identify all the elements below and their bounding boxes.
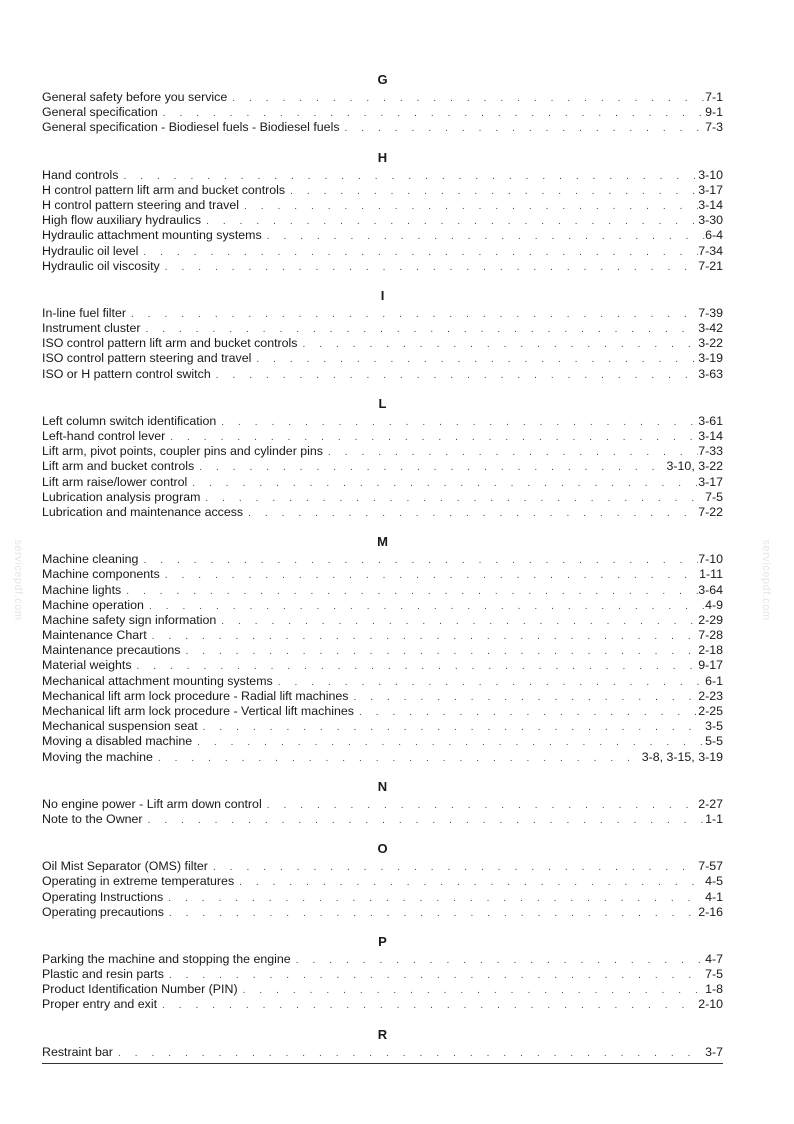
index-section: [42, 534, 723, 765]
section-letter: I: [380, 287, 385, 303]
index-section: [42, 779, 723, 827]
entry-page: 4-1: [705, 889, 723, 904]
watermark-right: servicepdf.com: [760, 539, 772, 621]
index-entry[interactable]: [42, 490, 723, 505]
dot-leader: [121, 584, 698, 599]
section-letter: G: [377, 72, 388, 87]
index-entry[interactable]: [42, 567, 723, 582]
entry-title: Lubrication analysis program: [42, 489, 201, 504]
dot-leader: [138, 553, 698, 568]
entry-page: 7-5: [705, 967, 723, 982]
dot-leader: [180, 644, 698, 659]
entry-title: Maintenance precautions: [42, 643, 181, 658]
entry-title: Material weights: [42, 658, 132, 673]
dot-leader: [239, 199, 698, 214]
index-entry[interactable]: [42, 890, 723, 905]
entry-title: Oil Mist Separator (OMS) filter: [42, 859, 208, 874]
dot-leader: [160, 260, 698, 275]
index-section: [42, 934, 723, 1013]
entry-page: 3-8, 3-15, 3-19: [641, 749, 723, 764]
section-gap: [42, 520, 723, 534]
entry-title: No engine power - Lift arm down control: [42, 796, 262, 811]
entry-page: 7-57: [698, 859, 723, 874]
index-entry[interactable]: [42, 905, 723, 920]
index-entry[interactable]: [42, 351, 723, 366]
index-entry[interactable]: [42, 475, 723, 490]
entry-page: 1-8: [705, 982, 723, 997]
entry-page: 4-9: [705, 597, 723, 612]
index-entry[interactable]: [42, 658, 723, 673]
entry-page: 3-63: [698, 366, 723, 381]
entry-title: Moving the machine: [42, 749, 153, 764]
dot-leader: [132, 659, 699, 674]
section-letter: M: [377, 534, 388, 550]
section-gap: [42, 827, 723, 841]
entry-title: Note to the Owner: [42, 811, 143, 826]
dot-leader: [273, 675, 705, 690]
entry-page: 3-42: [698, 321, 723, 336]
entry-title: Operating precautions: [42, 904, 164, 919]
entry-page: 3-5: [705, 719, 723, 734]
index-entry[interactable]: [42, 259, 723, 274]
dot-leader: [194, 460, 666, 475]
dot-leader: [153, 751, 642, 766]
dot-leader: [201, 214, 698, 229]
entry-title: Lift arm, pivot points, coupler pins and cylinder pins: [42, 444, 323, 459]
entry-title: High flow auxiliary hydraulics: [42, 213, 202, 228]
index-entry[interactable]: [42, 105, 723, 120]
index-section: [42, 288, 723, 382]
entry-page: 7-22: [698, 504, 723, 519]
entry-page: 2-27: [698, 796, 723, 811]
section-gap: [42, 382, 723, 396]
watermark-left: servicepdf.com: [12, 539, 24, 621]
index-entry[interactable]: [42, 244, 723, 259]
entry-title: Hand controls: [42, 167, 119, 182]
dot-leader: [216, 415, 698, 430]
entry-title: Mechanical attachment mounting systems: [42, 673, 273, 688]
entry-title: ISO or H pattern control switch: [42, 366, 211, 381]
entry-title: Restraint bar: [42, 1044, 113, 1059]
entry-title: Machine safety sign information: [42, 612, 217, 627]
index-list: [42, 72, 723, 1060]
entry-title: Left column switch identification: [42, 413, 217, 428]
index-entry[interactable]: [42, 704, 723, 719]
entry-page: 1-1: [705, 811, 723, 826]
dot-leader: [158, 106, 705, 121]
entry-page: 3-14: [698, 429, 723, 443]
entry-page: 6-1: [705, 673, 723, 688]
entry-title: Machine operation: [42, 597, 144, 612]
dot-leader: [262, 798, 698, 813]
entry-title: General safety before you service: [42, 90, 228, 104]
entry-page: 6-4: [705, 228, 723, 243]
dot-leader: [163, 891, 705, 906]
index-entry[interactable]: [42, 997, 723, 1012]
index-entry[interactable]: [42, 1045, 723, 1060]
dot-leader: [234, 875, 705, 890]
section-letter: R: [377, 1026, 388, 1042]
entry-title: ISO control pattern lift arm and bucket controls: [42, 336, 298, 351]
section-gap: [42, 920, 723, 934]
dot-leader: [238, 983, 706, 998]
dot-leader: [340, 121, 706, 136]
entry-page: 2-16: [698, 904, 723, 919]
dot-leader: [323, 445, 698, 460]
index-entry[interactable]: [42, 874, 723, 889]
section-letter: N: [377, 778, 388, 794]
dot-leader: [216, 614, 698, 629]
entry-page: 4-5: [705, 874, 723, 889]
index-entry[interactable]: [42, 734, 723, 749]
entry-title: Machine cleaning: [42, 552, 139, 567]
entry-page: 7-3: [705, 120, 723, 135]
index-entry[interactable]: [42, 859, 723, 874]
dot-leader: [160, 568, 699, 583]
entry-page: 3-10, 3-22: [666, 459, 723, 474]
dot-leader: [164, 906, 698, 921]
section-gap: [42, 274, 723, 288]
index-entry[interactable]: [42, 719, 723, 734]
index-entry[interactable]: [42, 120, 723, 135]
entry-title: In-line fuel filter: [42, 305, 127, 320]
entry-title: Hydraulic oil viscosity: [42, 258, 160, 273]
section-letter: P: [378, 933, 387, 949]
entry-page: 3-17: [698, 474, 723, 489]
index-entry[interactable]: [42, 198, 723, 213]
entry-title: Lift arm raise/lower control: [42, 474, 188, 489]
index-entry[interactable]: [42, 812, 723, 827]
dot-leader: [113, 1046, 705, 1061]
entry-page: 2-25: [698, 704, 723, 718]
entry-page: 3-17: [698, 182, 723, 197]
index-entry[interactable]: [42, 674, 723, 689]
index-entry[interactable]: [42, 613, 723, 628]
entry-page: 3-10: [698, 167, 723, 182]
section-letter: L: [378, 395, 387, 411]
entry-page: 7-34: [698, 243, 723, 258]
entry-title: H control pattern steering and travel: [42, 197, 239, 212]
index-entry[interactable]: [42, 321, 723, 336]
entry-page: 1-11: [699, 567, 723, 582]
index-entry[interactable]: [42, 552, 723, 567]
entry-page: 3-22: [698, 336, 723, 351]
section-gap: [42, 1013, 723, 1027]
section-gap: [42, 765, 723, 779]
entry-page: 7-5: [705, 489, 723, 504]
index-section: [42, 841, 723, 920]
entry-page: 7-28: [698, 628, 723, 643]
index-entry[interactable]: [42, 952, 723, 967]
index-entry[interactable]: [42, 505, 723, 520]
entry-page: 7-33: [698, 444, 723, 459]
index-entry[interactable]: [42, 459, 723, 474]
entry-title: Machine components: [42, 567, 160, 582]
index-entry[interactable]: [42, 306, 723, 321]
entry-title: Product Identification Number (PIN): [42, 982, 238, 997]
index-entry[interactable]: [42, 797, 723, 812]
dot-leader: [354, 705, 698, 720]
dot-leader: [211, 368, 698, 383]
entry-page: 7-21: [698, 258, 723, 273]
index-section: [42, 72, 723, 136]
entry-page: 3-19: [698, 351, 723, 366]
index-entry[interactable]: [42, 168, 723, 183]
entry-title: Maintenance Chart: [42, 628, 147, 643]
dot-leader: [187, 476, 698, 491]
entry-title: Instrument cluster: [42, 321, 141, 336]
dot-leader: [143, 813, 706, 828]
entry-title: Hydraulic oil level: [42, 243, 139, 258]
dot-leader: [251, 352, 698, 367]
entry-title: Plastic and resin parts: [42, 967, 164, 982]
entry-title: Mechanical suspension seat: [42, 719, 198, 734]
entry-page: 7-10: [698, 552, 723, 567]
footer-rule: [42, 1063, 723, 1064]
entry-title: Moving a disabled machine: [42, 734, 193, 749]
entry-page: 7-39: [698, 305, 723, 320]
index-entry[interactable]: [42, 213, 723, 228]
entry-page: 3-64: [698, 582, 723, 597]
index-entry[interactable]: [42, 643, 723, 658]
dot-leader: [144, 599, 705, 614]
entry-title: ISO control pattern steering and travel: [42, 351, 252, 366]
index-entry[interactable]: [42, 228, 723, 243]
entry-page: 7-1: [705, 90, 723, 104]
index-entry[interactable]: [42, 90, 723, 105]
dot-leader: [200, 491, 705, 506]
index-entry[interactable]: [42, 444, 723, 459]
entry-page: 2-23: [698, 688, 723, 703]
entry-title: Mechanical lift arm lock procedure - Radial lift machines: [42, 688, 349, 703]
dot-leader: [138, 245, 698, 260]
dot-leader: [126, 307, 698, 322]
entry-page: 3-30: [698, 213, 723, 228]
entry-title: General specification - Biodiesel fuels - Biodiesel fuels: [42, 120, 340, 135]
index-entry[interactable]: [42, 414, 723, 429]
dot-leader: [243, 506, 698, 521]
dot-leader: [208, 860, 698, 875]
dot-leader: [147, 629, 698, 644]
entry-title: Proper entry and exit: [42, 997, 158, 1012]
entry-title: Hydraulic attachment mounting systems: [42, 228, 262, 243]
dot-leader: [298, 337, 699, 352]
entry-title: Lubrication and maintenance access: [42, 504, 244, 519]
index-entry[interactable]: [42, 967, 723, 982]
dot-leader: [157, 998, 698, 1013]
entry-title: H control pattern lift arm and bucket controls: [42, 182, 286, 197]
entry-page: 5-5: [705, 734, 723, 749]
index-entry[interactable]: [42, 598, 723, 613]
index-entry[interactable]: [42, 982, 723, 997]
entry-title: Parking the machine and stopping the engine: [42, 951, 291, 966]
entry-title: Machine lights: [42, 582, 122, 597]
dot-leader: [285, 184, 698, 199]
entry-page: 2-29: [698, 612, 723, 627]
entry-title: General specification: [42, 105, 158, 120]
dot-leader: [165, 430, 698, 445]
entry-page: 2-10: [698, 997, 723, 1012]
section-letter: O: [377, 841, 388, 857]
entry-page: 9-17: [698, 658, 723, 673]
dot-leader: [291, 953, 705, 968]
index-entry[interactable]: [42, 367, 723, 382]
index-section: [42, 396, 723, 520]
entry-title: Lift arm and bucket controls: [42, 459, 195, 474]
dot-leader: [198, 720, 705, 735]
index-entry[interactable]: [42, 336, 723, 351]
dot-leader: [140, 322, 698, 337]
index-section: [42, 1027, 723, 1060]
index-section: [42, 150, 723, 274]
dot-leader: [348, 690, 698, 705]
dot-leader: [164, 968, 705, 983]
entry-page: 3-14: [698, 197, 723, 212]
entry-title: Left-hand control lever: [42, 429, 166, 443]
dot-leader: [118, 169, 698, 184]
section-letter: H: [377, 149, 388, 165]
index-entry[interactable]: [42, 183, 723, 198]
dot-leader: [192, 735, 705, 750]
index-entry[interactable]: [42, 750, 723, 765]
index-entry[interactable]: [42, 689, 723, 704]
entry-title: Operating in extreme temperatures: [42, 874, 235, 889]
entry-page: 2-18: [698, 643, 723, 658]
entry-page: 9-1: [705, 105, 723, 120]
entry-page: 3-7: [705, 1044, 723, 1059]
dot-leader: [227, 91, 705, 106]
entry-page: 4-7: [705, 951, 723, 966]
dot-leader: [262, 229, 705, 244]
entry-title: Mechanical lift arm lock procedure - Vertical lift machines: [42, 704, 354, 718]
entry-page: 3-61: [698, 413, 723, 428]
index-entry[interactable]: [42, 583, 723, 598]
section-gap: [42, 136, 723, 150]
index-entry[interactable]: [42, 628, 723, 643]
index-entry[interactable]: [42, 429, 723, 444]
entry-title: Operating Instructions: [42, 889, 164, 904]
